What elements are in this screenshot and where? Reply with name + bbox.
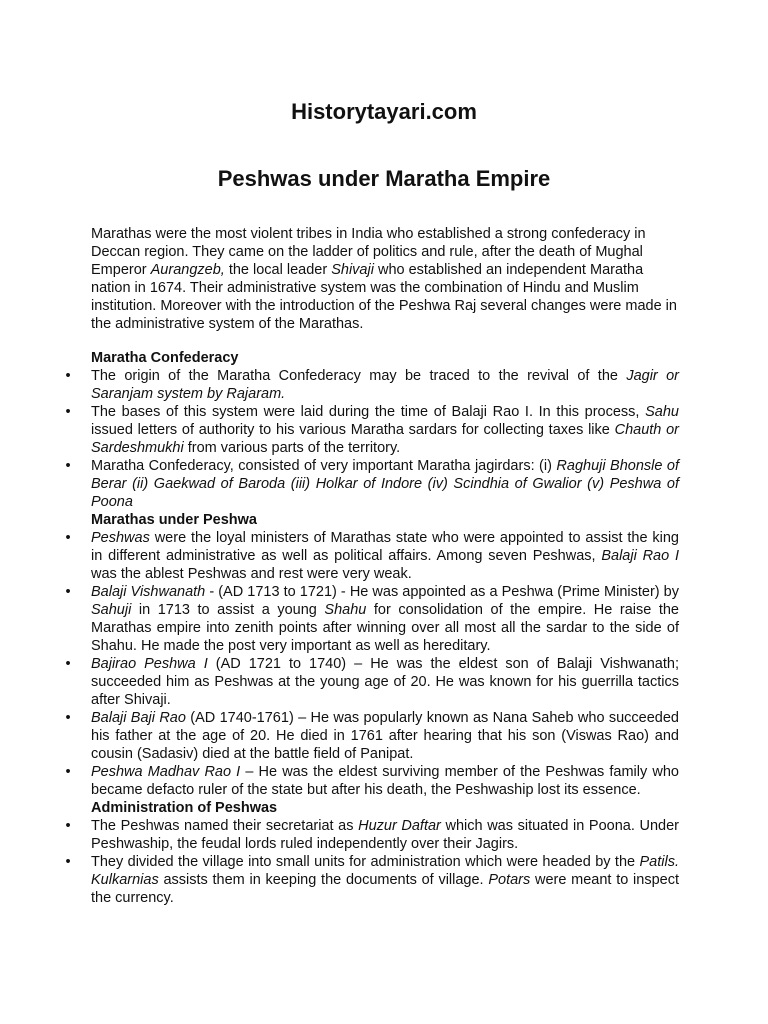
section-administration-of-peshwas bbox=[65, 799, 679, 907]
italic-text: Chauth or Sardeshmukhi bbox=[91, 422, 679, 456]
section-heading: Administration of Peshwas bbox=[91, 800, 278, 816]
list-item bbox=[65, 655, 679, 709]
list-item bbox=[65, 817, 679, 853]
italic-text: Sahu bbox=[645, 404, 679, 420]
bullet-icon: • bbox=[65, 656, 71, 672]
italic-text: Balaji Rao I bbox=[601, 548, 679, 564]
italic-text: Jagir or Saranjam system by Rajaram. bbox=[91, 368, 679, 402]
italic-text: Potars bbox=[488, 872, 531, 888]
list-item-text: Peshwas were the loyal ministers of Marathas state who were appointed to assist the king in different administrative as well as political affairs. Among seven Peshwas, Balaji Rao I was the ablest Peshwas and rest were very weak. bbox=[91, 530, 679, 582]
italic-text: Shivaji bbox=[331, 262, 374, 278]
list-item-text: The bases of this system were laid during the time of Balaji Rao I. In this process, Sahu issued letters of authority to his various Maratha sardars for collecting taxes like Chauth or Sardeshmukhi from various parts of the territory. bbox=[91, 404, 679, 456]
italic-text: Balaji Baji Rao bbox=[91, 710, 186, 726]
italic-text: Patils. Kulkarnias bbox=[91, 854, 679, 888]
bullet-icon: • bbox=[65, 458, 71, 474]
bullet-icon: • bbox=[65, 854, 71, 870]
list-item bbox=[65, 529, 679, 583]
italic-text: Huzur Daftar bbox=[358, 818, 441, 834]
document-body bbox=[65, 225, 679, 907]
list-item bbox=[65, 403, 679, 457]
bullet-icon: • bbox=[65, 530, 71, 546]
list-item-text: Peshwa Madhav Rao I – He was the eldest surviving member of the Peshwas family who became defacto ruler of the state but after his death, the Peshwaship lost its essence. bbox=[91, 764, 679, 798]
document-title: Peshwas under Maratha Empire bbox=[217, 166, 551, 191]
bullet-icon: • bbox=[65, 764, 71, 780]
bullet-icon: • bbox=[65, 818, 71, 834]
list-item-text: The origin of the Maratha Confederacy may be traced to the revival of the Jagir or Saranjam system by Rajaram. bbox=[91, 368, 679, 402]
italic-text: Bajirao Peshwa I bbox=[91, 656, 208, 672]
italic-text: Peshwas bbox=[91, 530, 150, 546]
bullet-list bbox=[65, 367, 679, 511]
italic-text: Sahuji bbox=[91, 602, 132, 618]
list-item bbox=[65, 853, 679, 907]
bullet-icon: • bbox=[65, 710, 71, 726]
italic-text: Raghuji Bhonsle of Berar (ii) Gaekwad of Baroda (iii) Holkar of Indore (iv) Scindhia of Gwalior (v) Peshwa of Poona bbox=[91, 458, 679, 510]
bullet-list bbox=[65, 529, 679, 799]
italic-text: Peshwa Madhav Rao I bbox=[91, 764, 241, 780]
list-item-text: The Peshwas named their secretariat as Huzur Daftar which was situated in Poona. Under Peshwaship, the feudal lords ruled independently over their Jagirs. bbox=[91, 818, 679, 852]
site-title: Historytayari.com bbox=[291, 99, 477, 124]
intro-paragraph: Marathas were the most violent tribes in India who established a strong confederacy in Deccan region. They came on the ladder of politics and rule, after the death of Mughal Emperor Aurangzeb, the local leader Shivaji who established an independent Maratha nation in 1674. Their administrative system was the combination of Hindu and Muslim institution. Moreover with the introduction of the Peshwa Raj several changes were made in the administrative system of the Marathas. bbox=[91, 226, 677, 332]
list-item-text: Balaji Baji Rao (AD 1740-1761) – He was popularly known as Nana Saheb who succeeded his father at the age of 20. He died in 1761 after hearing that his son (Viswas Rao) and cousin (Sadasiv) died at the battle field of Panipat. bbox=[91, 710, 679, 762]
list-item-text: Bajirao Peshwa I (AD 1721 to 1740) – He was the eldest son of Balaji Vishwanath; succeeded him as Peshwas at the young age of 20. He was known for his guerrilla tactics after Shivaji. bbox=[91, 656, 679, 708]
list-item bbox=[65, 583, 679, 655]
list-item bbox=[65, 367, 679, 403]
list-item-text: Maratha Confederacy, consisted of very important Maratha jagirdars: (i) Raghuji Bhonsle of Berar (ii) Gaekwad of Baroda (iii) Holkar of Indore (iv) Scindhia of Gwalior (v) Peshwa of Poona bbox=[91, 458, 679, 510]
bullet-icon: • bbox=[65, 404, 71, 420]
section-maratha-confederacy bbox=[65, 349, 679, 511]
italic-text: Aurangzeb, bbox=[150, 262, 225, 278]
bullet-icon: • bbox=[65, 584, 71, 600]
list-item-text: They divided the village into small units for administration which were headed by the Patils. Kulkarnias assists them in keeping the documents of village. Potars were meant to inspect the currency. bbox=[91, 854, 679, 906]
list-item bbox=[65, 763, 679, 799]
bullet-icon: • bbox=[65, 368, 71, 384]
list-item bbox=[65, 457, 679, 511]
list-item-text: Balaji Vishwanath - (AD 1713 to 1721) - He was appointed as a Peshwa (Prime Minister) by Sahuji in 1713 to assist a young Shahu for consolidation of the empire. He raise the Marathas empire into zenith points after winning over all most all the sardar to the side of Shahu. He made the post very important as well as hereditary. bbox=[91, 584, 679, 654]
section-marathas-under-peshwa bbox=[65, 511, 679, 799]
section-heading: Maratha Confederacy bbox=[91, 350, 239, 366]
list-item bbox=[65, 709, 679, 763]
bullet-list bbox=[65, 817, 679, 907]
italic-text: Shahu bbox=[324, 602, 367, 618]
italic-text: Balaji Vishwanath bbox=[91, 584, 206, 600]
section-heading: Marathas under Peshwa bbox=[91, 512, 257, 528]
